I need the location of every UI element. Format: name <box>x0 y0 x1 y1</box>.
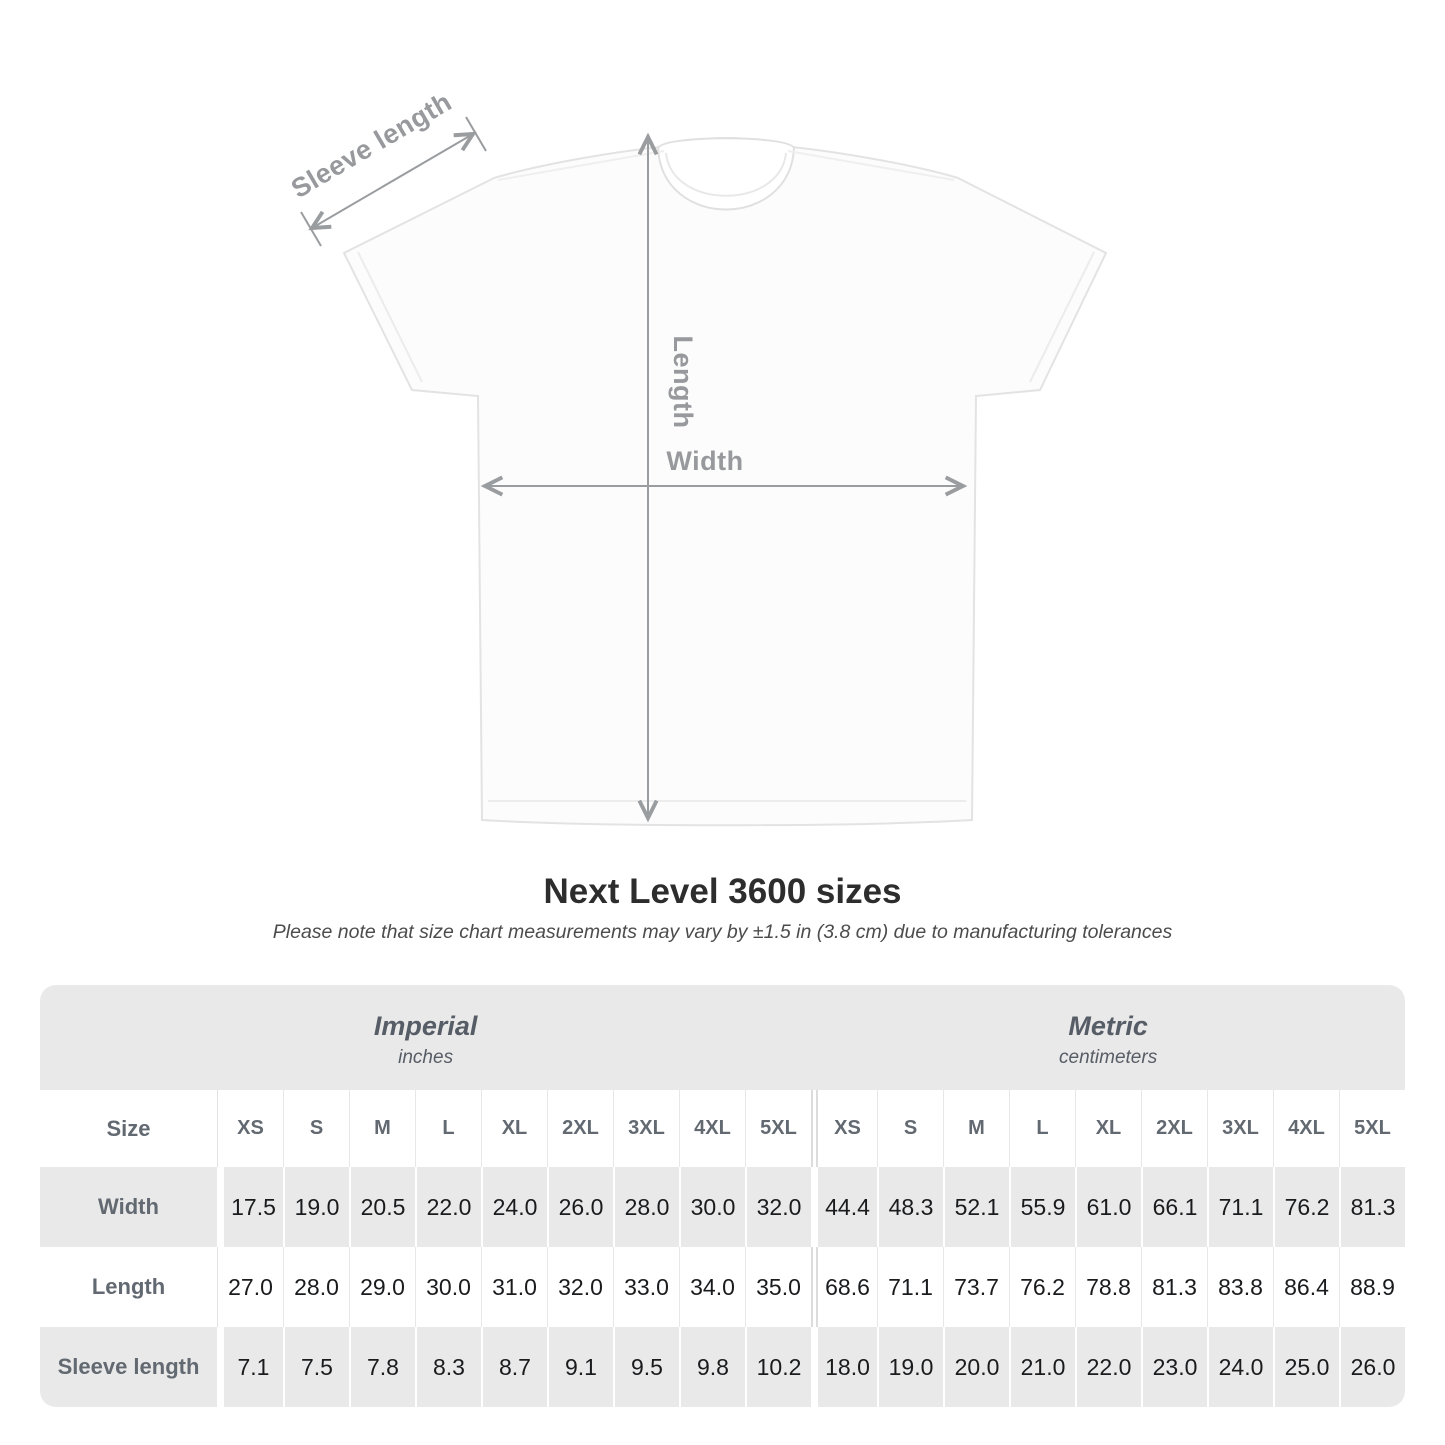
value-width-imperial-xs: 17.5 <box>217 1167 283 1247</box>
size-grid <box>40 1090 1405 1407</box>
tolerance-note: Please note that size chart measurements may vary by ±1.5 in (3.8 cm) due to manufacturing tolerances <box>272 921 1173 943</box>
value-sleeve-length-imperial-s: 7.5 <box>283 1327 349 1407</box>
size-col-metric-2xl: 2XL <box>1141 1090 1207 1167</box>
value-sleeve-length-metric-l: 21.0 <box>1009 1327 1075 1407</box>
size-col-imperial-xl: XL <box>481 1090 547 1167</box>
value-sleeve-length-metric-m: 20.0 <box>943 1327 1009 1407</box>
value-length-metric-xl: 78.8 <box>1075 1247 1141 1327</box>
value-length-metric-l: 76.2 <box>1009 1247 1075 1327</box>
value-width-metric-l: 55.9 <box>1009 1167 1075 1247</box>
value-length-imperial-m: 29.0 <box>349 1247 415 1327</box>
metric-unit: centimeters <box>1059 1046 1158 1068</box>
value-width-metric-5xl: 81.3 <box>1339 1167 1405 1247</box>
value-width-imperial-xl: 24.0 <box>481 1167 547 1247</box>
size-col-imperial-xs: XS <box>217 1090 283 1167</box>
value-sleeve-length-metric-xs: 18.0 <box>811 1327 877 1407</box>
value-width-metric-2xl: 66.1 <box>1141 1167 1207 1247</box>
size-header-row <box>40 1090 1405 1167</box>
value-length-metric-2xl: 81.3 <box>1141 1247 1207 1327</box>
value-width-metric-xl: 61.0 <box>1075 1167 1141 1247</box>
row-label-length: Length <box>91 1274 166 1299</box>
size-col-imperial-s: S <box>283 1090 349 1167</box>
metric-section-header <box>811 985 1405 1090</box>
value-sleeve-length-imperial-3xl: 9.5 <box>613 1327 679 1407</box>
width-label: Width <box>666 446 744 476</box>
value-width-metric-m: 52.1 <box>943 1167 1009 1247</box>
size-col-imperial-m: M <box>349 1090 415 1167</box>
size-col-metric-xl: XL <box>1075 1090 1141 1167</box>
value-sleeve-length-imperial-xl: 8.7 <box>481 1327 547 1407</box>
value-sleeve-length-imperial-m: 7.8 <box>349 1327 415 1407</box>
sleeve-length-label: Sleeve length <box>286 86 457 204</box>
value-sleeve-length-metric-2xl: 23.0 <box>1141 1327 1207 1407</box>
value-width-imperial-5xl: 32.0 <box>745 1167 811 1247</box>
value-sleeve-length-imperial-l: 8.3 <box>415 1327 481 1407</box>
length-label: Length <box>668 335 698 429</box>
value-width-imperial-4xl: 30.0 <box>679 1167 745 1247</box>
size-col-metric-l: L <box>1009 1090 1075 1167</box>
value-length-imperial-2xl: 32.0 <box>547 1247 613 1327</box>
imperial-unit: inches <box>398 1046 454 1068</box>
value-length-metric-xs: 68.6 <box>811 1247 877 1327</box>
value-sleeve-length-imperial-4xl: 9.8 <box>679 1327 745 1407</box>
size-col-imperial-5xl: 5XL <box>745 1090 811 1167</box>
value-length-imperial-3xl: 33.0 <box>613 1247 679 1327</box>
size-header-cell: Size <box>106 1115 151 1141</box>
row-label-width: Width <box>98 1194 159 1219</box>
size-col-imperial-2xl: 2XL <box>547 1090 613 1167</box>
value-length-imperial-s: 28.0 <box>283 1247 349 1327</box>
value-width-metric-4xl: 76.2 <box>1273 1167 1339 1247</box>
value-sleeve-length-metric-xl: 22.0 <box>1075 1327 1141 1407</box>
metric-label: Metric <box>1068 1010 1148 1041</box>
size-col-metric-5xl: 5XL <box>1339 1090 1405 1167</box>
size-col-metric-s: S <box>877 1090 943 1167</box>
value-width-imperial-l: 22.0 <box>415 1167 481 1247</box>
tshirt-image <box>344 138 1106 825</box>
page-title: Next Level 3600 sizes <box>543 872 902 911</box>
value-length-metric-m: 73.7 <box>943 1247 1009 1327</box>
value-width-imperial-2xl: 26.0 <box>547 1167 613 1247</box>
size-col-imperial-4xl: 4XL <box>679 1090 745 1167</box>
row-label-sleeve-length: Sleeve length <box>57 1354 200 1379</box>
value-length-imperial-xs: 27.0 <box>217 1247 283 1327</box>
value-length-metric-3xl: 83.8 <box>1207 1247 1273 1327</box>
value-sleeve-length-imperial-5xl: 10.2 <box>745 1327 811 1407</box>
size-col-imperial-3xl: 3XL <box>613 1090 679 1167</box>
measure-row-length <box>40 1247 1405 1327</box>
size-col-metric-4xl: 4XL <box>1273 1090 1339 1167</box>
value-length-imperial-4xl: 34.0 <box>679 1247 745 1327</box>
value-sleeve-length-metric-3xl: 24.0 <box>1207 1327 1273 1407</box>
value-sleeve-length-imperial-2xl: 9.1 <box>547 1327 613 1407</box>
value-length-metric-s: 71.1 <box>877 1247 943 1327</box>
size-chart-table <box>40 985 1405 1407</box>
value-width-imperial-3xl: 28.0 <box>613 1167 679 1247</box>
value-width-metric-3xl: 71.1 <box>1207 1167 1273 1247</box>
value-length-imperial-xl: 31.0 <box>481 1247 547 1327</box>
value-length-metric-5xl: 88.9 <box>1339 1247 1405 1327</box>
size-col-metric-xs: XS <box>811 1090 877 1167</box>
value-sleeve-length-metric-4xl: 25.0 <box>1273 1327 1339 1407</box>
measure-row-width <box>40 1167 1405 1247</box>
value-sleeve-length-metric-5xl: 26.0 <box>1339 1327 1405 1407</box>
value-length-imperial-l: 30.0 <box>415 1247 481 1327</box>
value-width-metric-xs: 44.4 <box>811 1167 877 1247</box>
value-width-imperial-s: 19.0 <box>283 1167 349 1247</box>
value-sleeve-length-imperial-xs: 7.1 <box>217 1327 283 1407</box>
size-col-metric-3xl: 3XL <box>1207 1090 1273 1167</box>
imperial-section-header <box>40 985 811 1090</box>
value-width-metric-s: 48.3 <box>877 1167 943 1247</box>
imperial-label: Imperial <box>373 1010 478 1041</box>
value-sleeve-length-metric-s: 19.0 <box>877 1327 943 1407</box>
size-col-imperial-l: L <box>415 1090 481 1167</box>
value-width-imperial-m: 20.5 <box>349 1167 415 1247</box>
value-length-imperial-5xl: 35.0 <box>745 1247 811 1327</box>
unit-header-band <box>40 985 1405 1090</box>
value-length-metric-4xl: 86.4 <box>1273 1247 1339 1327</box>
size-col-metric-m: M <box>943 1090 1009 1167</box>
measure-row-sleeve-length <box>40 1327 1405 1407</box>
